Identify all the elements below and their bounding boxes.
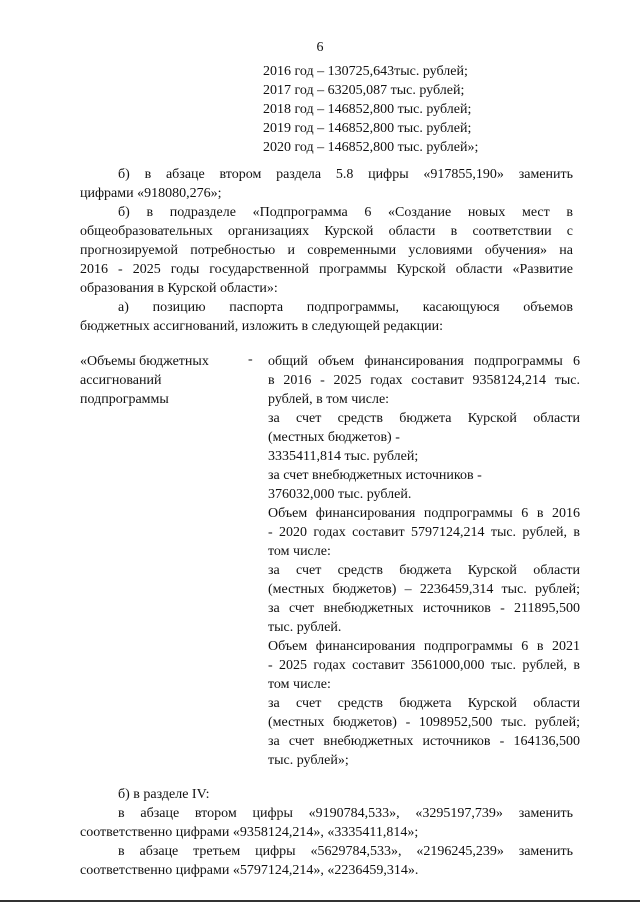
table-right-line: (местных бюджетов) – 2236459,314 тыс. рублей; [268, 582, 580, 597]
table-right-line: рублей, в том числе: [268, 392, 390, 407]
table-right-line: за счет внебюджетных источников - 164136,500 [268, 734, 580, 749]
years-list-item: 2019 год – 146852,800 тыс. рублей; [263, 121, 472, 136]
section-iv-heading: б) в разделе IV: [118, 787, 210, 802]
years-list-item: 2020 год – 146852,800 тыс. рублей»; [263, 140, 479, 155]
years-list-item: 2016 год – 130725,643тыс. рублей; [263, 64, 468, 79]
table-right-line: том числе: [268, 544, 331, 559]
table-right-line: за счет внебюджетных источников - [268, 468, 482, 483]
section-iv-para2-line: соответственно цифрами «5797124,214», «2236459,314». [80, 863, 419, 878]
paragraph-b2-line: прогнозируемой потребностью и современными условиями обучения» на [80, 243, 573, 258]
section-iv-para1-line: в абзаце втором цифры «9190784,533», «3295197,739» заменить [118, 806, 573, 821]
table-right-line: за счет средств бюджета Курской области [268, 696, 580, 711]
table-right-line: 3335411,814 тыс. рублей; [268, 449, 419, 464]
paragraph-b1-line: цифрами «918080,276»; [80, 186, 222, 201]
section-iv-para1-line: соответственно цифрами «9358124,214», «3335411,814»; [80, 825, 419, 840]
table-right-line: 376032,000 тыс. рублей. [268, 487, 412, 502]
table-right-line: Объем финансирования подпрограммы 6 в 2016 [268, 506, 580, 521]
table-left-line: ассигнований [80, 373, 162, 388]
table-right-line: Объем финансирования подпрограммы 6 в 2021 [268, 639, 580, 654]
table-right-line: (местных бюджетов) - [268, 430, 400, 445]
paragraph-b1-line: б) в абзаце втором раздела 5.8 цифры «917855,190» заменить [118, 167, 573, 182]
bottom-rule [0, 900, 640, 902]
paragraph-b2-line: образования в Курской области»: [80, 281, 278, 296]
table-right-line: тыс. рублей»; [268, 753, 349, 768]
years-list-item: 2018 год – 146852,800 тыс. рублей; [263, 102, 472, 117]
table-right-line: том числе: [268, 677, 331, 692]
table-right-line: в 2016 - 2025 годах составит 9358124,214 тыс. [268, 373, 580, 388]
paragraph-b2-line: общеобразовательных организациях Курской области в соответствии с [80, 224, 573, 239]
table-right-line: за счет внебюджетных источников - 211895,500 [268, 601, 580, 616]
years-list [263, 62, 478, 157]
table-dash: - [248, 352, 253, 367]
table-right-line: за счет средств бюджета Курской области [268, 563, 580, 578]
table-right-line: - 2020 годах составит 5797124,214 тыс. рублей, в [268, 525, 580, 540]
paragraph-b2-line: 2016 - 2025 годы государственной программы Курской области «Развитие [80, 262, 573, 277]
section-iv-para2-line: в абзаце третьем цифры «5629784,533», «2196245,239» заменить [118, 844, 573, 859]
paragraph-a-line: бюджетных ассигнований, изложить в следующей редакции: [80, 319, 443, 334]
table-left-line: «Объемы бюджетных [80, 354, 209, 369]
table-left-line: подпрограммы [80, 392, 169, 407]
table-right-line: за счет средств бюджета Курской области [268, 411, 580, 426]
page-number: 6 [316, 40, 324, 55]
table-right-line: (местных бюджетов) - 1098952,500 тыс. рублей; [268, 715, 580, 730]
paragraph-b2-line: б) в подразделе «Подпрограмма 6 «Создание новых мест в [118, 205, 573, 220]
table-right-line: тыс. рублей. [268, 620, 342, 635]
table-right-line: общий объем финансирования подпрограммы 6 [268, 354, 580, 369]
years-list-item: 2017 год – 63205,087 тыс. рублей; [263, 83, 465, 98]
table-right-line: - 2025 годах составит 3561000,000 тыс. рублей, в [268, 658, 580, 673]
table-left-column [80, 352, 250, 409]
paragraph-a-line: а) позицию паспорта подпрограммы, касающуюся объемов [118, 300, 573, 315]
